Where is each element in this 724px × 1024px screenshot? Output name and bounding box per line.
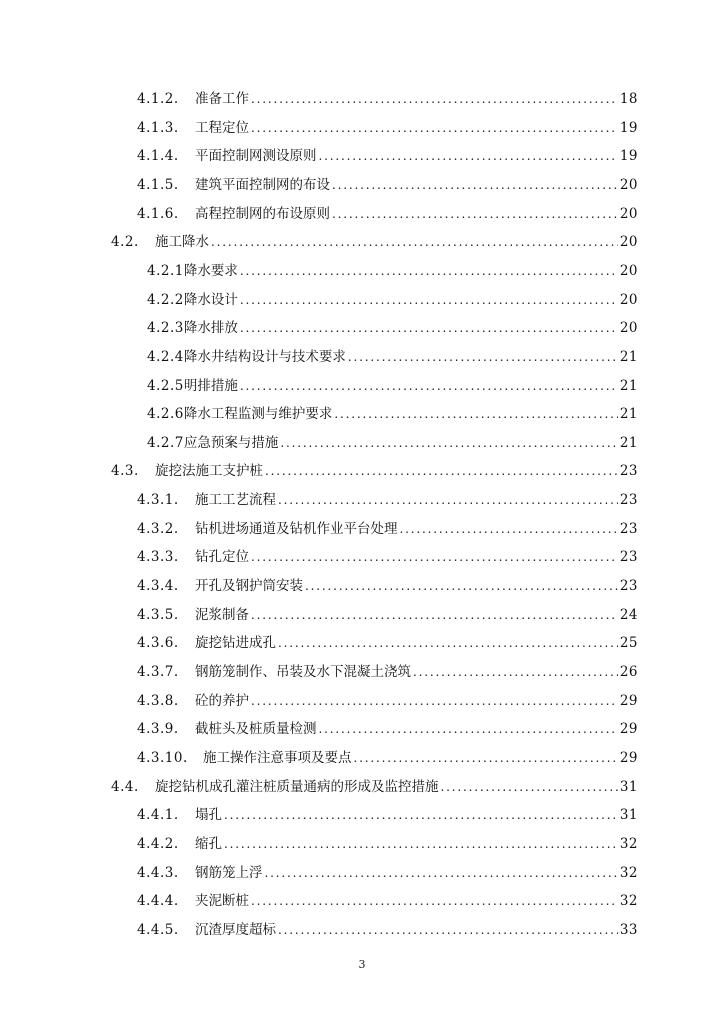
toc-entry[interactable] — [137, 833, 638, 855]
toc-leader-dots — [251, 690, 618, 712]
toc-entry-number: 4.2.7 — [147, 434, 184, 451]
toc-entry-page: 19 — [619, 119, 638, 136]
toc-entry-number: 4.2.4 — [147, 348, 184, 365]
toc-leader-dots — [400, 518, 618, 540]
toc-entry-page: 29 — [619, 692, 638, 709]
toc-entry[interactable] — [147, 289, 638, 311]
toc-leader-dots — [332, 174, 618, 196]
toc-entry-page: 26 — [619, 664, 638, 680]
toc-entry-page: 21 — [619, 434, 638, 451]
toc-leader-dots — [251, 88, 618, 110]
toc-entry-number: 4.4.2. — [137, 835, 179, 852]
toc-leader-dots — [348, 346, 618, 368]
toc-leader-dots — [305, 575, 618, 597]
toc-entry[interactable] — [137, 862, 638, 884]
toc-entry-number: 4.2.1 — [147, 262, 184, 279]
toc-entry[interactable] — [147, 403, 638, 425]
toc-entry[interactable] — [147, 375, 638, 397]
toc-entry-page: 32 — [619, 893, 638, 910]
toc-entry[interactable] — [137, 203, 638, 225]
toc-entry-number: 4.1.4. — [137, 148, 179, 165]
toc-entry-number: 4.4. — [111, 778, 139, 795]
toc-entry-number: 4.2.3 — [147, 320, 184, 337]
toc-entry[interactable] — [137, 661, 638, 683]
toc-leader-dots — [332, 203, 618, 225]
toc-entry-page: 23 — [619, 463, 638, 480]
toc-entry-page: 20 — [619, 291, 638, 308]
toc-entry-title: 旋挖钻机成孔灌注桩质量通病的形成及监控措施 — [155, 778, 439, 795]
toc-entry[interactable] — [137, 690, 638, 712]
toc-entry[interactable] — [147, 432, 638, 454]
toc-entry-number: 4.3.10. — [137, 749, 188, 766]
toc-entry-page: 25 — [619, 635, 638, 652]
toc-entry-number: 4.3.9. — [137, 721, 179, 738]
toc-entry-page: 20 — [619, 205, 638, 222]
toc-entry-number: 4.3.3. — [137, 549, 179, 566]
toc-entry-title: 平面控制网测设原则 — [195, 148, 317, 165]
toc-leader-dots — [441, 776, 618, 798]
toc-leader-dots — [251, 604, 618, 626]
toc-leader-dots — [319, 718, 618, 740]
toc-entry-number: 4.1.3. — [137, 119, 179, 136]
toc-entry[interactable] — [137, 604, 638, 626]
toc-entry-number: 4.3.7. — [137, 664, 179, 680]
toc-entry-number: 4.2. — [111, 234, 139, 251]
toc-entry-page: 24 — [619, 606, 638, 623]
toc-entry-number: 4.3. — [111, 463, 139, 480]
toc-entry-title: 钢筋笼上浮 — [195, 864, 263, 881]
toc-entry-title: 旋挖钻进成孔 — [195, 635, 276, 652]
toc-entry-title: 明排措施 — [183, 377, 238, 394]
toc-entry-page: 31 — [619, 778, 638, 795]
toc-leader-dots — [240, 289, 618, 311]
toc-entry-number: 4.4.5. — [137, 921, 179, 938]
toc-leader-dots — [224, 804, 618, 826]
toc-leader-dots — [265, 862, 618, 884]
toc-entry-title: 施工工艺流程 — [195, 492, 276, 509]
toc-entry-number: 4.3.5. — [137, 606, 179, 623]
toc-leader-dots — [240, 375, 618, 397]
toc-entry-page: 31 — [619, 807, 638, 824]
toc-entry-title: 缩孔 — [195, 835, 222, 852]
toc-entry-title: 旋挖法施工支护桩 — [155, 463, 263, 480]
toc-entry-number: 4.4.3. — [137, 864, 179, 881]
toc-entry-title: 施工操作注意事项及要点 — [203, 749, 352, 766]
toc-leader-dots — [278, 489, 618, 511]
toc-entry-page: 32 — [619, 835, 638, 852]
toc-entry-page: 18 — [619, 91, 638, 107]
toc-entry[interactable] — [147, 260, 638, 282]
toc-entry-number: 4.4.1. — [137, 807, 179, 824]
toc-entry-page: 23 — [619, 578, 638, 595]
toc-entry-page: 20 — [619, 320, 638, 337]
toc-entry[interactable] — [137, 919, 638, 941]
toc-entry[interactable] — [137, 718, 638, 740]
toc-entry-number: 4.2.6 — [147, 406, 184, 423]
toc-leader-dots — [280, 432, 617, 454]
toc-entry-page: 21 — [619, 348, 638, 365]
toc-entry[interactable] — [137, 145, 638, 167]
toc-entry-title: 截桩头及桩质量检测 — [195, 721, 317, 738]
toc-entry[interactable] — [137, 575, 638, 597]
toc-entry[interactable] — [137, 88, 638, 110]
toc-leader-dots — [211, 231, 618, 253]
toc-entry[interactable] — [137, 747, 638, 769]
toc-entry-title: 降水井结构设计与技术要求 — [183, 348, 346, 365]
toc-leader-dots — [240, 260, 618, 282]
toc-entry-number: 4.3.4. — [137, 578, 179, 595]
toc-entry-title: 钢筋笼制作、吊装及水下混凝土浇筑 — [195, 664, 411, 680]
toc-leader-dots — [413, 661, 618, 683]
toc-entry-page: 23 — [619, 492, 638, 509]
toc-entry-number: 4.3.8. — [137, 692, 179, 709]
toc-leader-dots — [265, 460, 618, 482]
toc-entry-title: 砼的养护 — [195, 692, 249, 709]
toc-entry-title: 降水设计 — [183, 291, 238, 308]
toc-leader-dots — [319, 145, 618, 167]
toc-entry-page: 20 — [619, 262, 638, 279]
toc-leader-dots — [334, 403, 617, 425]
toc-entry-number: 4.1.5. — [137, 176, 179, 193]
toc-leader-dots — [354, 747, 618, 769]
toc-entry-number: 4.3.1. — [137, 492, 179, 509]
toc-entry-title: 开孔及钢护筒安装 — [195, 578, 303, 595]
toc-entry-number: 4.3.2. — [137, 520, 179, 537]
toc-entry[interactable] — [147, 346, 638, 368]
toc-entry-page: 21 — [619, 377, 638, 394]
toc-entry[interactable] — [137, 890, 638, 912]
toc-entry-number: 4.3.6. — [137, 635, 179, 652]
toc-entry-page: 20 — [619, 176, 638, 193]
toc-entry-page: 20 — [619, 234, 638, 251]
toc-entry-title: 施工降水 — [155, 234, 209, 251]
toc-entry-title: 沉渣厚度超标 — [195, 921, 276, 938]
toc-entry-title: 应急预案与措施 — [183, 434, 279, 451]
toc-entry-title: 钻机进场通道及钻机作业平台处理 — [195, 520, 398, 537]
toc-leader-dots — [251, 546, 618, 568]
toc-entry-title: 降水要求 — [183, 262, 238, 279]
toc-entry[interactable] — [137, 518, 638, 540]
toc-entry[interactable] — [137, 546, 638, 568]
toc-entry[interactable] — [137, 174, 638, 196]
toc-entry[interactable] — [147, 317, 638, 339]
toc-entry-page: 32 — [619, 864, 638, 881]
toc-entry-page: 29 — [619, 721, 638, 738]
page-number: 3 — [358, 958, 366, 971]
toc-entry-title: 钻孔定位 — [195, 549, 249, 566]
toc-entry-page: 19 — [619, 148, 638, 165]
toc-entry-page: 21 — [619, 406, 638, 423]
toc-entry-page: 23 — [619, 520, 638, 537]
toc-entry[interactable] — [111, 231, 638, 253]
toc-entry[interactable] — [137, 117, 638, 139]
toc-entry-number: 4.1.6. — [137, 205, 179, 222]
toc-entry-title: 塌孔 — [195, 807, 222, 824]
toc-entry[interactable] — [111, 776, 638, 798]
toc-entry-title: 工程定位 — [195, 119, 249, 136]
toc-entry[interactable] — [111, 460, 638, 482]
toc-entry[interactable] — [137, 632, 638, 654]
toc-leader-dots — [278, 632, 618, 654]
toc-entry-title: 降水工程监测与维护要求 — [183, 406, 333, 423]
toc-leader-dots — [278, 919, 618, 941]
toc-entry-page: 29 — [619, 749, 638, 766]
toc-entry-number: 4.4.4. — [137, 893, 179, 910]
toc-entry[interactable] — [137, 489, 638, 511]
toc-entry-title: 夹泥断桩 — [195, 893, 249, 910]
toc-entry-number: 4.2.2 — [147, 291, 184, 308]
toc-leader-dots — [224, 833, 618, 855]
toc-entry-page: 23 — [619, 549, 638, 566]
toc-entry-title: 泥浆制备 — [195, 606, 249, 623]
toc-entry-title: 准备工作 — [195, 91, 249, 107]
toc-entry-title: 建筑平面控制网的布设 — [195, 176, 330, 193]
toc-entry-number: 4.2.5 — [147, 377, 184, 394]
toc-entry[interactable] — [137, 804, 638, 826]
toc-entry-page: 33 — [619, 921, 638, 938]
toc-leader-dots — [240, 317, 618, 339]
toc-entry-title: 降水排放 — [183, 320, 238, 337]
toc-leader-dots — [251, 890, 618, 912]
toc-leader-dots — [251, 117, 618, 139]
toc-entry-number: 4.1.2. — [137, 91, 179, 107]
toc-entry-title: 高程控制网的布设原则 — [195, 205, 330, 222]
